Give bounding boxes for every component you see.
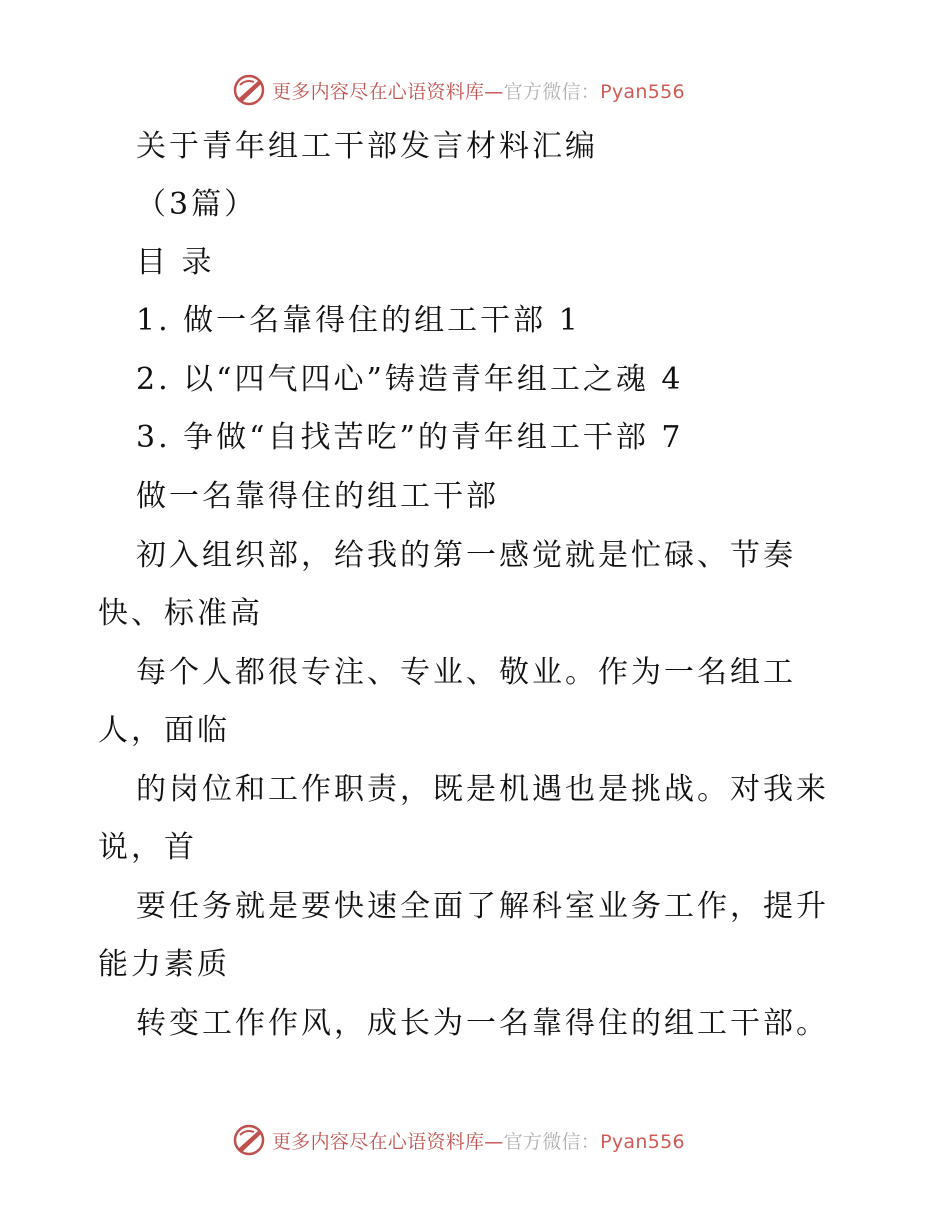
paragraph-line: 转变工作作风，成长为一名靠得住的组工干部。	[136, 1006, 829, 1041]
toc-item: 1. 做一名靠得住的组工干部 1	[136, 303, 581, 338]
paragraph-line: 快、标准高	[98, 596, 263, 631]
toc-heading: 目 录	[136, 245, 215, 280]
document-count: （3篇）	[136, 187, 258, 222]
paragraph-line: 初入组织部，给我的第一感觉就是忙碌、节奏	[136, 538, 796, 573]
brush-logo-icon	[232, 73, 266, 107]
banner-site-text: 更多内容尽在心语资料库—	[272, 80, 504, 103]
paragraph-line: 要任务就是要快速全面了解科室业务工作，提升	[136, 889, 829, 924]
banner-wechat-id: Pyan556	[600, 80, 685, 103]
banner-wechat-label: 官方微信：	[503, 1130, 601, 1153]
toc-item: 3. 争做“自找苦吃”的青年组工干部 7	[136, 420, 684, 455]
document-title: 关于青年组工干部发言材料汇编	[136, 129, 598, 164]
paragraph-line: 能力素质	[98, 947, 230, 982]
paragraph-line: 人，面临	[98, 713, 230, 748]
banner-site-text: 更多内容尽在心语资料库—	[272, 1130, 504, 1153]
banner-text	[272, 77, 685, 104]
paragraph-line: 说，首	[98, 830, 197, 865]
toc-item: 2. 以“四气四心”铸造青年组工之魂 4	[136, 362, 684, 397]
header-banner	[232, 70, 685, 110]
brush-logo-icon	[232, 1123, 266, 1157]
banner-wechat-label: 官方微信：	[503, 80, 601, 103]
banner-wechat-id: Pyan556	[600, 1130, 685, 1153]
section-title: 做一名靠得住的组工干部	[136, 479, 499, 514]
footer-banner	[232, 1120, 685, 1160]
paragraph-line: 的岗位和工作职责，既是机遇也是挑战。对我来	[136, 772, 829, 807]
banner-text	[272, 1127, 685, 1154]
paragraph-line: 每个人都很专注、专业、敬业。作为一名组工	[136, 655, 796, 690]
